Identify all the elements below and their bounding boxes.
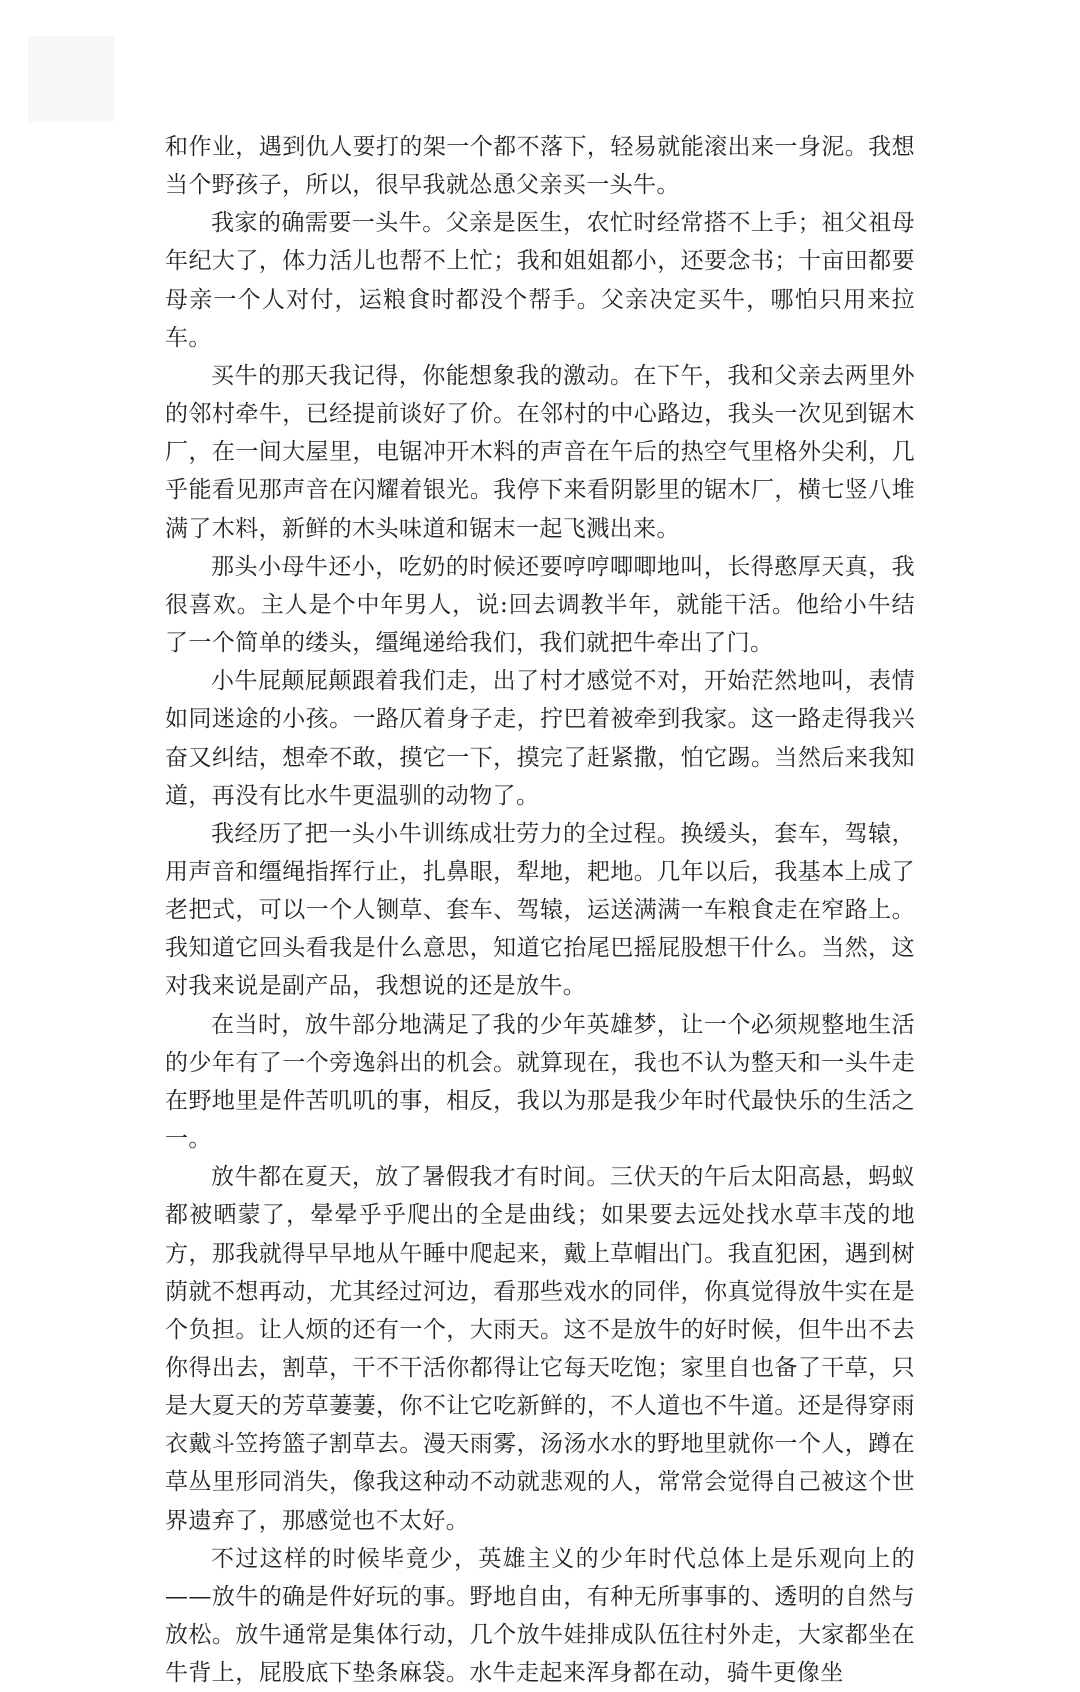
paragraph: 放牛都在夏天，放了暑假我才有时间。三伏天的午后太阳高悬，蚂蚁都被晒蒙了，晕晕乎乎爬出的全是曲线；如果要去远处找水草丰茂的地方，那我就得早早地从午睡中爬起来，戴上草帽出门。我直犯困，遇到树荫就不想再动，尤其经过河边，看那些戏水的同伴，你真觉得放牛实在是个负担。让人烦的还有一个，大雨天。这不是放牛的好时候，但牛出不去你得出去，割草，干不干活你都得让它每天吃饱；家里自也备了干草，只是大夏天的芳草萋萋，你不让它吃新鲜的，不人道也不牛道。还是得穿雨衣戴斗笠挎篮子割草去。漫天雨雾，汤汤水水的野地里就你一个人，蹲在草丛里形同消失，像我这种动不动就悲观的人，常常会觉得自己被这个世界遗弃了，那感觉也不太好。 xyxy=(165,1164,915,1534)
paragraph: 买牛的那天我记得，你能想象我的激动。在下午，我和父亲去两里外的邻村牵牛，已经提前谈好了价。在邻村的中心路边，我头一次见到锯木厂，在一间大屋里，电锯冲开木料的声音在午后的热空气里格外尖利，几乎能看见那声音在闪耀着银光。我停下来看阴影里的锯木厂，横七竖八堆满了木料，新鲜的木头味道和锯末一起飞溅出来。 xyxy=(165,362,915,542)
paragraph: 和作业，遇到仇人要打的架一个都不落下，轻易就能滚出来一身泥。我想当个野孩子，所以，很早我就怂恿父亲买一头牛。 xyxy=(165,134,915,199)
paragraph: 我经历了把一头小牛训练成壮劳力的全过程。换缓头，套车，驾辕，用声音和缰绳指挥行止，扎鼻眼，犁地，耙地。几年以后，我基本上成了老把式，可以一个人铡草、套车、驾辕，运送满满一车粮食走在窄路上。我知道它回头看我是什么意思，知道它抬尾巴摇屁股想干什么。当然，这对我来说是副产品，我想说的还是放牛。 xyxy=(165,820,915,1000)
paragraph: 那头小母牛还小，吃奶的时候还要哼哼唧唧地叫，长得憨厚天真，我很喜欢。主人是个中年男人，说:回去调教半年，就能干活。他给小牛结了一个简单的缕头，缰绳递给我们，我们就把牛牵出了门。 xyxy=(165,553,915,657)
paragraph: 小牛屁颠屁颠跟着我们走，出了村才感觉不对，开始茫然地叫，表情如同迷途的小孩。一路仄着身子走，拧巴着被牵到我家。这一路走得我兴奋又纠结，想牵不敢，摸它一下，摸完了赶紧撒，怕它踢。当然后来我知道，再没有比水牛更温驯的动物了。 xyxy=(165,668,915,809)
paragraph: 不过这样的时候毕竟少，英雄主义的少年时代总体上是乐观向上的——放牛的确是件好玩的事。野地自由，有种无所事事的、透明的自然与放松。放牛通常是集体行动，几个放牛娃排成队伍往村外走，大家都坐在牛背上，屁股底下垫条麻袋。水牛走起来浑身都在动，骑牛更像坐 xyxy=(165,1545,915,1687)
paragraph: 在当时，放牛部分地满足了我的少年英雄梦，让一个必须规整地生活的少年有了一个旁逸斜出的机会。就算现在，我也不认为整天和一头牛走在野地里是件苦叽叽的事，相反，我以为那是我少年时代最快乐的生活之一。 xyxy=(165,1011,915,1153)
article-body xyxy=(165,128,915,1692)
corner-smudge xyxy=(28,36,114,122)
paragraph: 我家的确需要一头牛。父亲是医生，农忙时经常搭不上手；祖父祖母年纪大了，体力活儿也帮不上忙；我和姐姐都小，还要念书；十亩田都要母亲一个人对付，运粮食时都没个帮手。父亲决定买牛，哪怕只用来拉车。 xyxy=(165,210,915,351)
